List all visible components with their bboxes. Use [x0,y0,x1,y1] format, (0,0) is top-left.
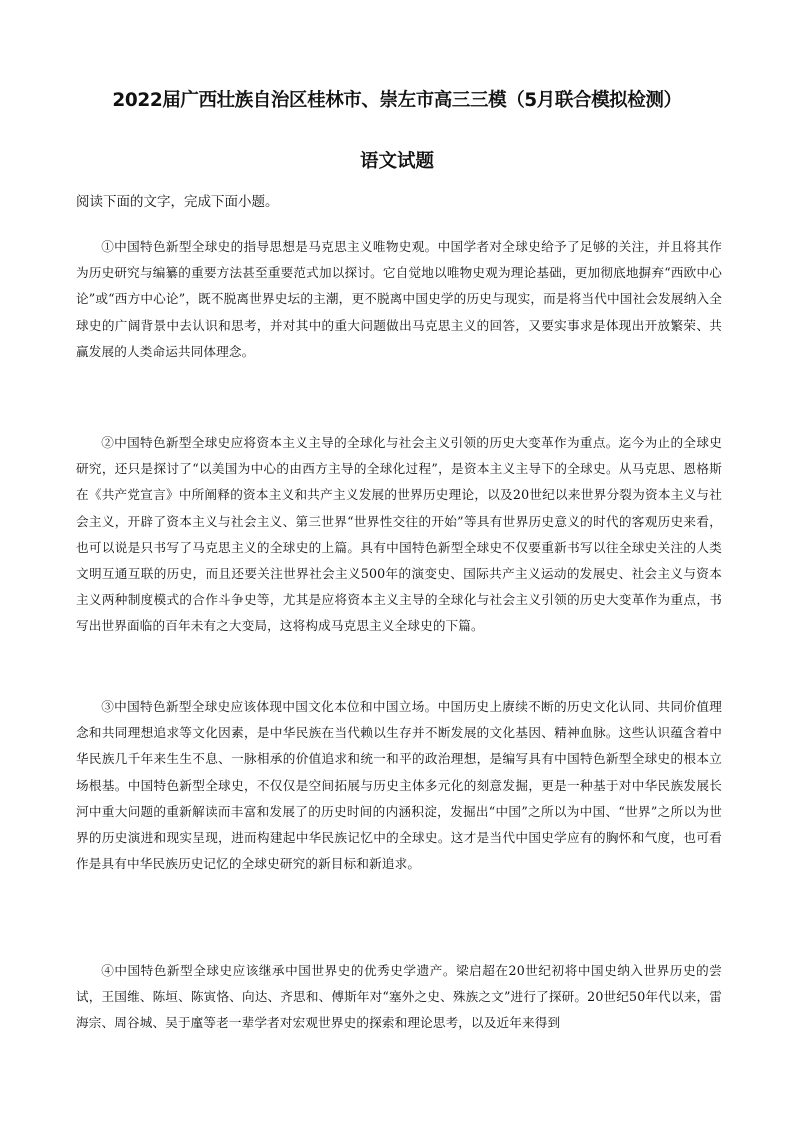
passage-paragraph-1: ①中国特色新型全球史的指导思想是马克思主义唯物史观。中国学者对全球史给予了足够的关注，并且将其作为历史研究与编纂的重要方法甚至重要范式加以探讨。它自觉地以唯物史观为理论基础，更加彻底地摒弃“西欧中心论”或“西方中心论”，既不脱离世界史坛的主潮，更不脱离中国史学的历史与现实，而是将当代中国社会发展纳入全球史的广阔背景中去认识和思考，并对其中的重大问题做出马克思主义的回答，又要实事求是体现出开放繁荣、共赢发展的人类命运共同体理念。 [76,239,722,359]
passage-paragraph-2: ②中国特色新型全球史应将资本主义主导的全球化与社会主义引领的历史大变革作为重点。迄今为止的全球史研究，还只是探讨了“以美国为中心的由西方主导的全球化过程”，是资本主义主导下的全球史。从马克思、恩格斯在《共产党宣言》中所阐释的资本主义和共产主义发展的世界历史理论，以及20世纪以来世界分裂为资本主义与社会主义，开辟了资本主义与社会主义、第三世界“世界性交往的开始”等具有世界历史意义的时代的客观历史来看，也可以说是只书写了马克思主义的全球史的上篇。具有中国特色新型全球史不仅要重新书写以往全球史关注的人类文明互通互联的历史，而且还要关注世界社会主义500年的演变史、国际共产主义运动的发展史、社会主义与资本主义两种制度模式的合作斗争史等，尤其是应将资本主义主导的全球化与社会主义引领的历史大变革作为重点，书写出世界面临的百年未有之大变局，这将构成马克思主义全球史的下篇。 [76,435,722,634]
reading-instruction: 阅读下面的文字，完成下面小题。 [76,194,279,210]
passage-paragraph-4: ④中国特色新型全球史应该继承中国世界史的优秀史学遗产。梁启超在20世纪初将中国史纳入世界历史的尝试，王国维、陈垣、陈寅恪、向达、齐思和、傅斯年对“塞外之史、殊族之文”进行了探研。20世纪50年代以来，雷海宗、周谷城、吴于廑等老一辈学者对宏观世界史的探索和理论思考，以及近年来得到 [76,963,722,1031]
document-title: 2022届广西壮族自治区桂林市、崇左市高三三模（5月联合模拟检测） [112,90,682,111]
passage-paragraph-3: ③中国特色新型全球史应该体现中国文化本位和中国立场。中国历史上赓续不断的历史文化认同、共同价值理念和共同理想追求等文化因素，是中华民族在当代赖以生存并不断发展的文化基因、精神血脉。这些认识蕴含着中华民族几千年来生生不息、一脉相承的价值追求和统一和平的政治理想，是编写具有中国特色新型全球史的根本立场根基。中国特色新型全球史，不仅仅是空间拓展与历史主体多元化的刻意发掘，更是一种基于对中华民族发展长河中重大问题的重新解读而丰富和发展了的历史时间的内涵积淀，发掘出“中国”之所以为中国、“世界”之所以为世界的历史演进和现实呈现，进而构建起中华民族记忆中的全球史。这才是当代中国史学应有的胸怀和气度，也可看作是具有中华民族历史记忆的全球史研究的新目标和新追求。 [76,699,722,872]
document-subtitle: 语文试题 [359,151,434,172]
